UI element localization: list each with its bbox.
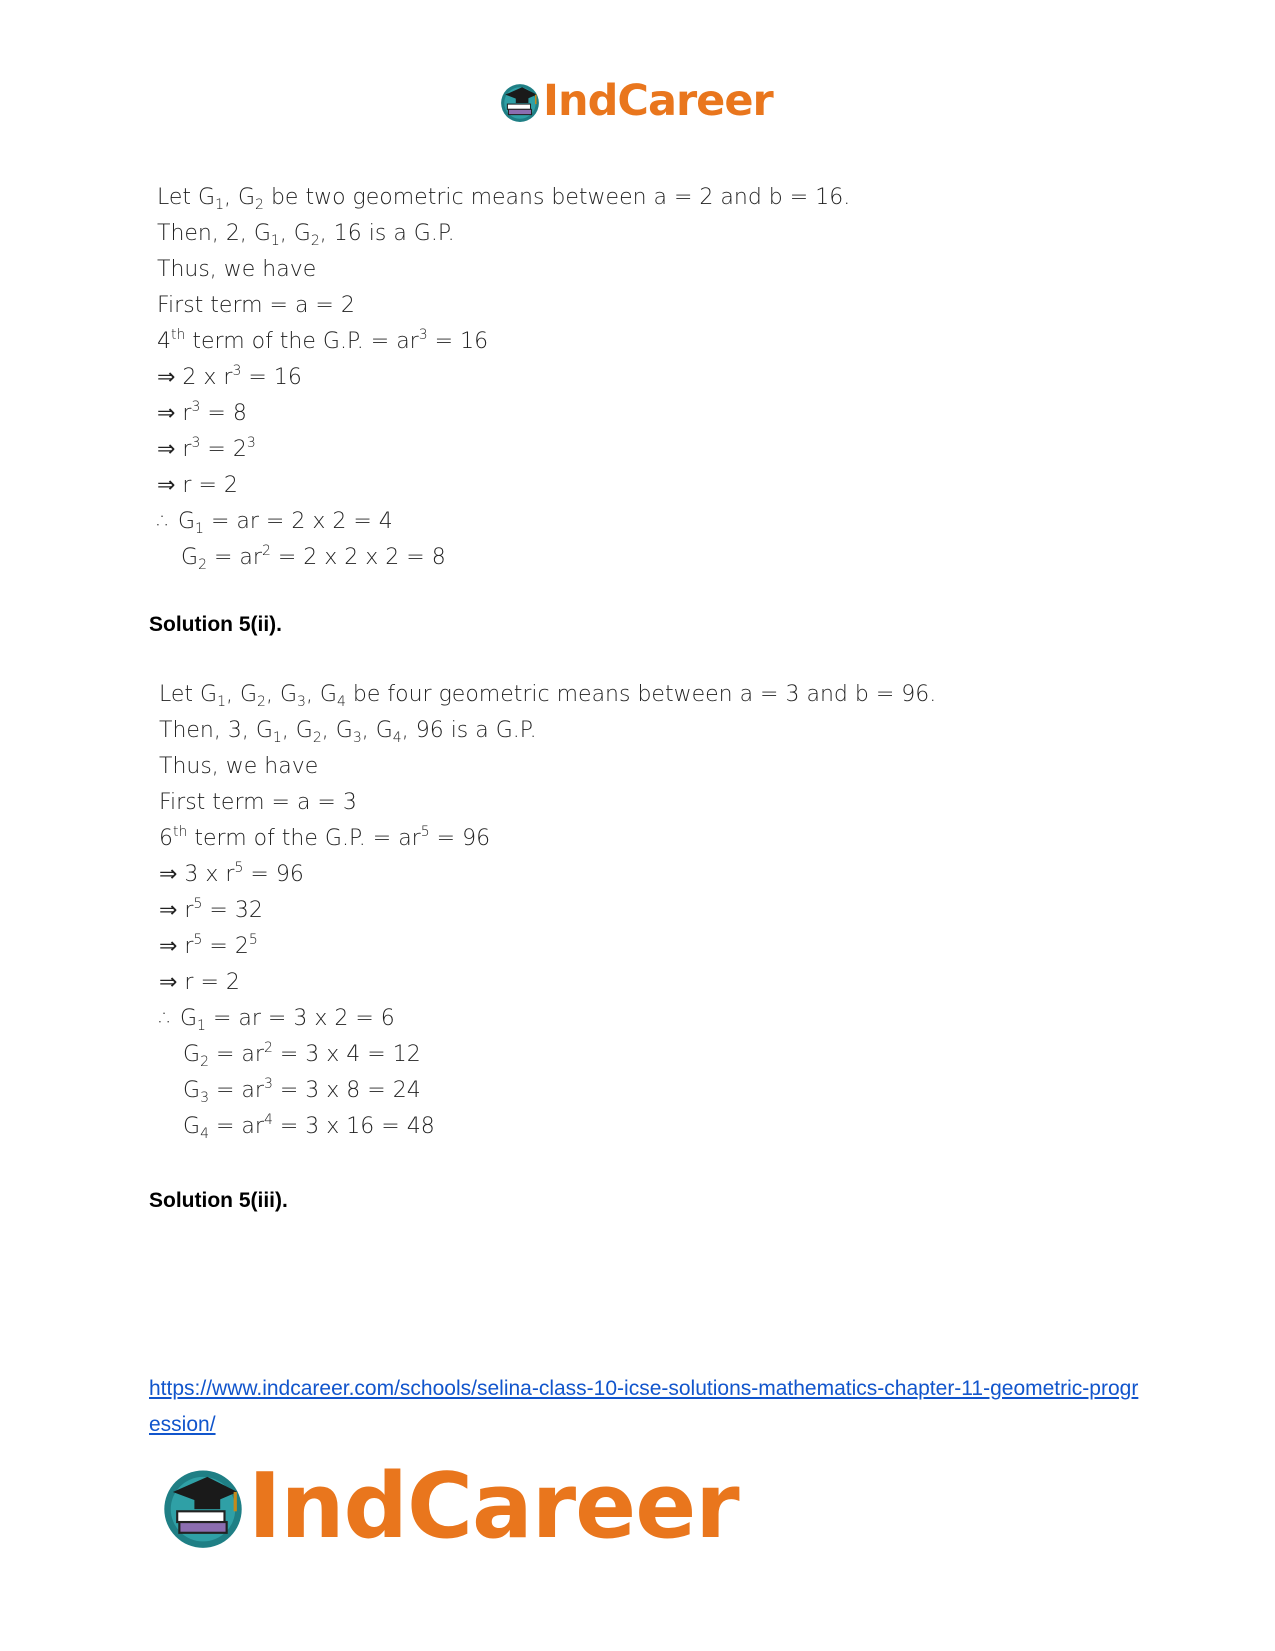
math-line: ⇒ $r^3 = 8$	[157, 399, 247, 426]
solution-5i-working	[157, 180, 850, 576]
math-line: Thus, we have	[159, 754, 319, 779]
math-line: Let $G_1$, $G_2$, $G_3$, $G_4$ be four geometric means between a = 3 and b = 96.	[159, 682, 937, 710]
math-line: ⇒ 2 x $r^3 = 16$	[157, 363, 302, 390]
source-url-link[interactable]: https://www.indcareer.com/schools/selina-class-10-icse-solutions-mathematics-chapter-11-geometric-progression/	[149, 1377, 1139, 1436]
brand-wordmark: IndCareer	[248, 1454, 739, 1559]
math-line: First term = a = 3	[159, 790, 357, 815]
math-line: Then, 2, $G_1$, $G_2$, 16 is a G.P.	[157, 221, 455, 249]
math-line: $G_3 = ar^3 = 3$ x 8 = 24	[183, 1076, 421, 1106]
math-line: Let $G_1$, $G_2$ be two geometric means between a = 2 and b = 16.	[157, 185, 851, 213]
math-line: $G_2 = ar^2 = 3$ x 4 = 12	[183, 1040, 421, 1070]
math-line: ⇒ $r^5 = 2^5$	[159, 932, 258, 959]
math-line: $G_4 = ar^4 = 3$ x 16 = 48	[183, 1112, 435, 1142]
brand-wordmark: IndCareer	[543, 76, 773, 126]
math-line: ⇒ 3 x $r^5 = 96$	[159, 860, 304, 887]
graduation-cap-book-icon	[499, 81, 541, 123]
math-line: Thus, we have	[157, 257, 317, 282]
footer-logo	[160, 1454, 739, 1559]
math-line: ⇒ r = 2	[157, 473, 238, 498]
math-line: 6th term of the G.P. = $ar^5 = 96$	[159, 824, 491, 851]
math-line: 4th term of the G.P. = $ar^3 = 16$	[157, 327, 489, 354]
math-line: ∴ $G_1$ = ar = 3 x 2 = 6	[159, 1006, 395, 1034]
solution-5ii-working	[159, 677, 936, 1145]
math-line: Then, 3, $G_1$, $G_2$, $G_3$, $G_4$, 96 is a G.P.	[159, 718, 537, 746]
math-line: ⇒ r = 2	[159, 970, 240, 995]
math-line: First term = a = 2	[157, 293, 355, 318]
math-line: ∴ $G_1$ = ar = 2 x 2 = 4	[157, 509, 393, 537]
math-line: $G_2 = ar^2 = 2$ x 2 x 2 = 8	[181, 543, 446, 573]
solution-heading: Solution 5(iii).	[149, 1189, 288, 1212]
header-logo	[499, 76, 773, 126]
solution-heading: Solution 5(ii).	[149, 613, 282, 636]
math-line: ⇒ $r^5 = 32$	[159, 896, 263, 923]
math-line: ⇒ $r^3 = 2^3$	[157, 435, 256, 462]
graduation-cap-book-icon	[160, 1464, 246, 1550]
